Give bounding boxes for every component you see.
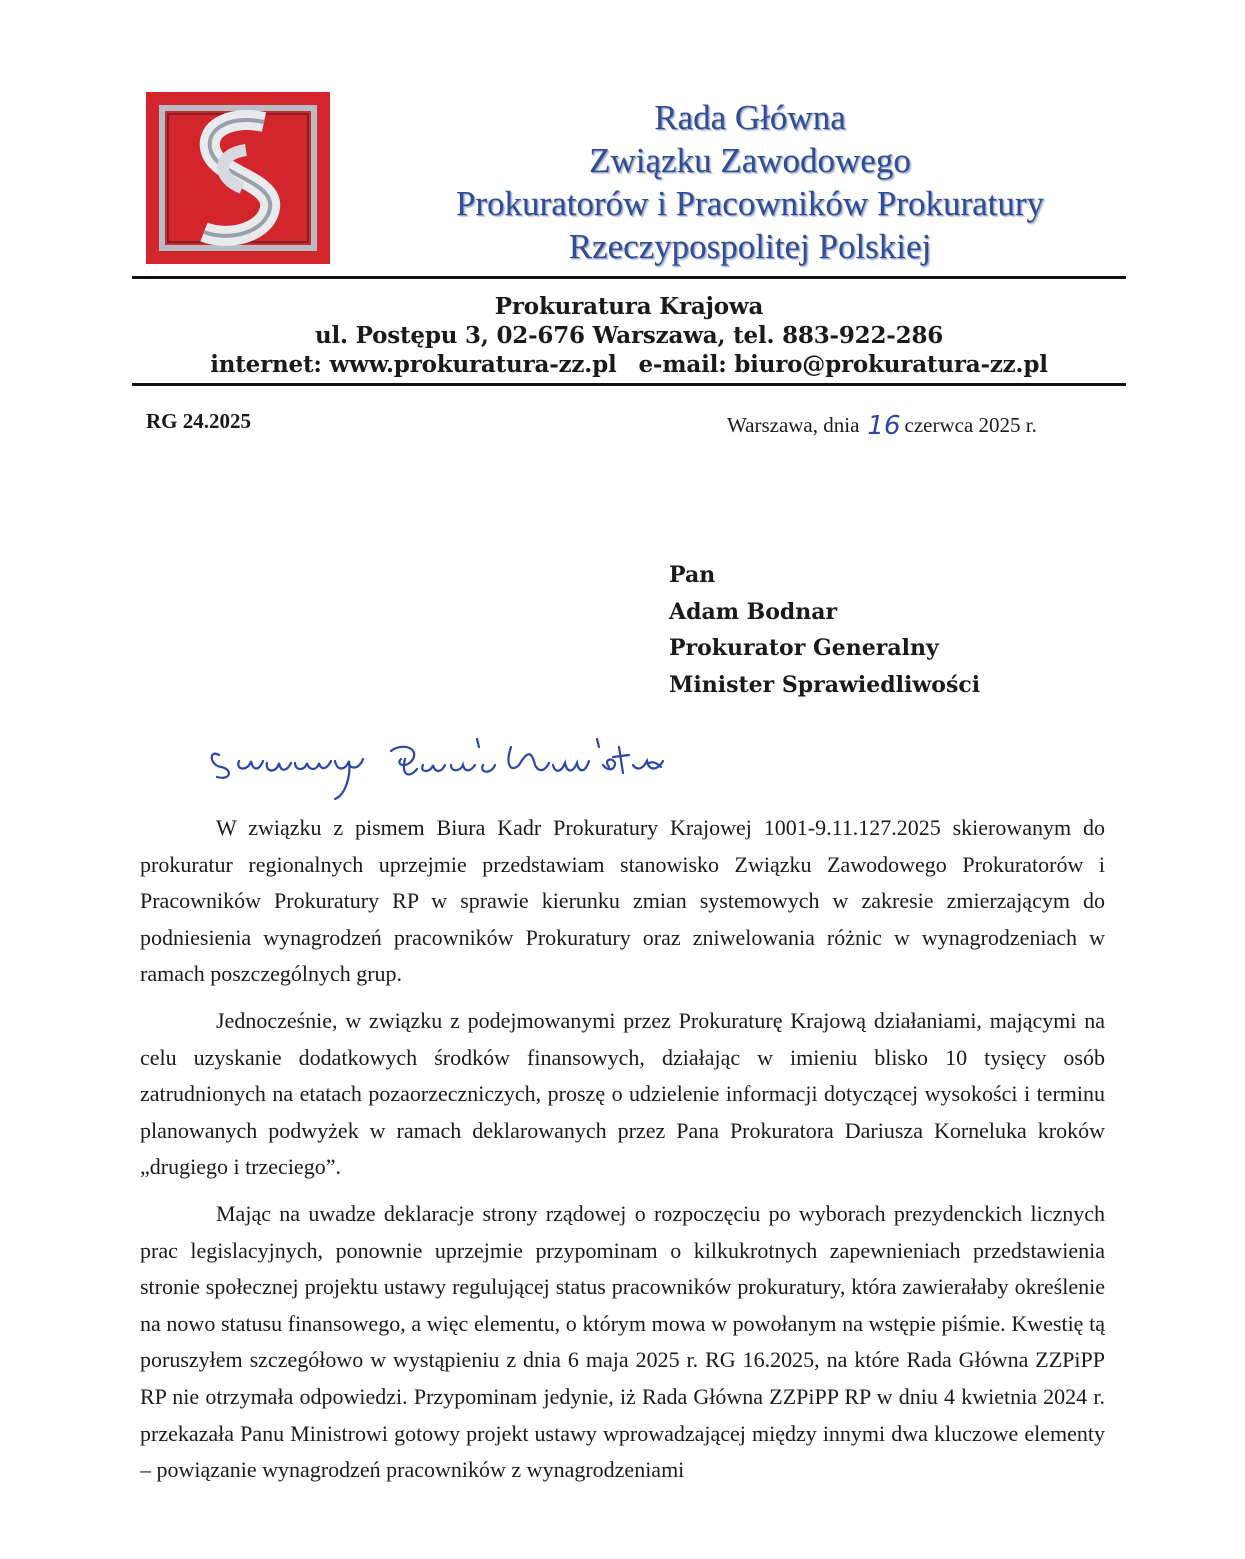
header-rule-bottom <box>132 383 1126 386</box>
addressee-line-1: Pan <box>669 562 716 588</box>
date-suffix: czerwca 2025 r. <box>904 413 1037 437</box>
union-logo <box>146 92 330 264</box>
addressee-line-3: Prokurator Generalny <box>669 635 939 661</box>
org-line-1: Rada Główna <box>654 98 846 137</box>
contact-web-mail <box>132 350 1126 379</box>
organization-name <box>360 96 1140 268</box>
handwritten-salutation <box>205 725 685 810</box>
body-paragraph-3: Mając na uwadze deklaracje strony rządowej o rozpoczęciu po wyborach prezydenckich licznych prac legislacyjnych, ponownie uprzejmie przypominam o kilkukrotnych zapewnieniach przedstawienia stronie społecznej projektu ustawy regulującej status pracowników prokuratury, która zawierałaby określenie na nowo statusu finansowego, a więc elementu, o którym mowa w powołanym na wstępie piśmie. Kwestię tą poruszyłem szczegółowo w wystąpieniu z dnia 6 maja 2025 r. RG 16.2025, na które Rada Główna ZZPiPP RP nie otrzymała odpowiedzi. Przypominam jedynie, iż Rada Główna ZZPiPP RP w dniu 4 kwietnia 2024 r. przekazała Panu Ministrowi gotowy projekt ustawy wprowadzającej między innymi dwa kluczowe elementy – powiązanie wynagrodzeń pracowników z wynagrodzeniami <box>140 1200 1105 1483</box>
body-paragraph-1: W związku z pismem Biura Kadr Prokuratury Krajowej 1001-9.11.127.2025 skierowanym do prokuratur regionalnych uprzejmie przedstawiam stanowisko Związku Zawodowego Prokuratorów i Pracowników Prokuratury RP w sprawie kierunku zmian systemowych w zakresie zmierzającym do podniesienia wynagrodzeń pracowników Prokuratury oraz zniwelowania różnic w wynagrodzeniach w ramach poszczególnych grup. <box>140 815 1105 987</box>
contact-address: ul. Postępu 3, 02-676 Warszawa, tel. 883-922-286 <box>314 322 944 349</box>
addressee-block <box>669 557 980 703</box>
body-paragraph-2: Jednocześnie, w związku z podejmowanymi przez Prokuraturę Krajową działaniami, mającymi na celu uzyskanie dodatkowych środków finansowych, działając w imieniu blisko 10 tysięcy osób zatrudnionych na etatach pozaorzeczniczych, proszę o udzielenie informacji dotyczącej wysokości i terminu planowanych podwyżek w ramach deklarowanych przez Pana Prokuratora Dariusza Korneluka kroków „drugiego i trzeciego”. <box>140 1007 1105 1180</box>
org-line-4: Rzeczypospolitej Polskiej <box>568 227 932 266</box>
org-line-2: Związku Zawodowego <box>589 141 911 180</box>
reference-number: RG 24.2025 <box>146 409 251 433</box>
org-line-3: Prokuratorów i Pracowników Prokuratury <box>455 184 1045 223</box>
contact-block <box>132 292 1126 379</box>
header-rule-top <box>132 276 1126 279</box>
paragraph-sign-logo-icon <box>146 92 330 264</box>
contact-email: e-mail: biuro@prokuratura-zz.pl <box>638 351 1048 378</box>
contact-website: internet: www.prokuratura-zz.pl <box>210 351 617 378</box>
letter-body <box>140 810 1105 1499</box>
date-prefix: Warszawa, dnia <box>727 413 860 437</box>
handwritten-salutation-signature <box>205 725 685 805</box>
addressee-line-2: Adam Bodnar <box>669 598 838 625</box>
date-line <box>727 409 1037 439</box>
handwritten-day: 16 <box>867 411 901 441</box>
contact-institution: Prokuratura Krajowa <box>494 293 764 320</box>
addressee-line-4: Minister Sprawiedliwości <box>669 671 981 698</box>
